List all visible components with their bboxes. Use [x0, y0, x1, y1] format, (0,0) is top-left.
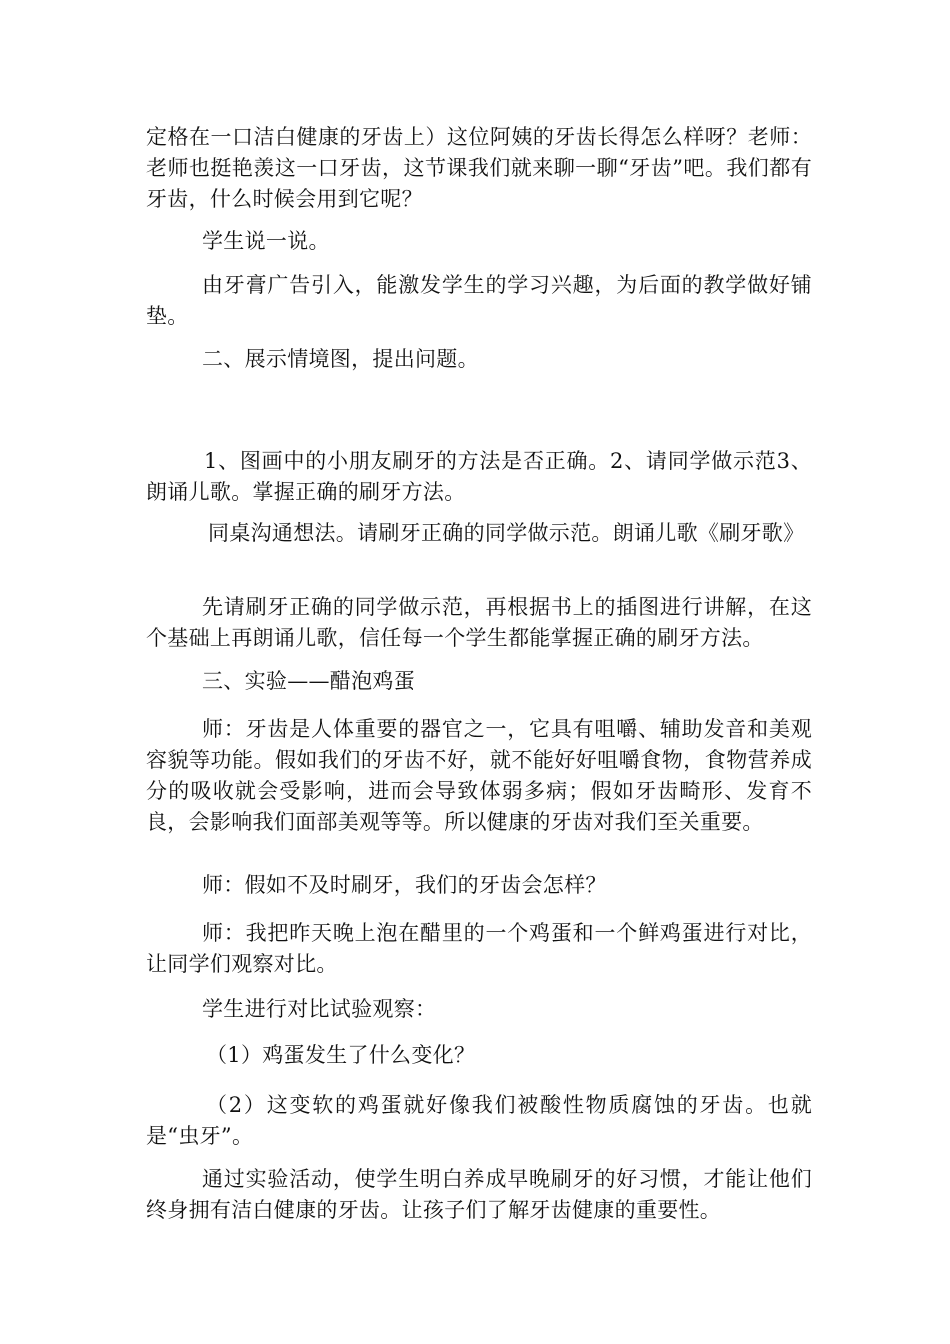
paragraph-egg-comparison: 师：我把昨天晚上泡在醋里的一个鸡蛋和一个鲜鸡蛋进行对比，让同学们观察对比。 [146, 921, 812, 976]
paragraph-intro-dialogue: 定格在一口洁白健康的牙齿上）这位阿姨的牙齿长得怎么样呀？老师：老师也挺艳羡这一口牙齿，这节课我们就来聊一聊“牙齿”吧。我们都有牙齿，什么时候会用到它呢？ [146, 125, 812, 211]
paragraph-toothpaste-ad-note: 由牙膏广告引入，能激发学生的学习兴趣，为后面的教学做好铺垫。 [146, 273, 812, 328]
section-heading-2: 二、展示情境图，提出问题。 [202, 347, 479, 371]
paragraph-teeth-importance: 师：牙齿是人体重要的器官之一，它具有咀嚼、辅助发音和美观容貌等功能。假如我们的牙齿不好，就不能好好咀嚼食物，食物营养成分的吸收就会受影响，进而会导致体弱多病；假如牙齿畸形、发育不良，会影响我们面部美观等等。所以健康的牙齿对我们至关重要。 [146, 717, 812, 834]
paragraph-teacher-question: 师：假如不及时刷牙，我们的牙齿会怎样？ [202, 873, 607, 897]
paragraph-experiment-summary: 通过实验活动，使学生明白养成早晚刷牙的好习惯，才能让他们终身拥有洁白健康的牙齿。让孩子们了解牙齿健康的重要性。 [146, 1167, 812, 1222]
section-heading-3: 三、实验——醋泡鸡蛋 [202, 669, 415, 693]
paragraph-question-2: （2）这变软的鸡蛋就好像我们被酸性物质腐蚀的牙齿。也就是“虫牙”。 [146, 1093, 812, 1148]
paragraph-question-1: （1）鸡蛋发生了什么变化？ [206, 1043, 476, 1067]
paragraph-questions-list: 1、图画中的小朋友刷牙的方法是否正确。2、请同学做示范3、朗诵儿歌。掌握正确的刷牙方法。 [146, 449, 812, 504]
paragraph-desk-mate-discussion: 同桌沟通想法。请刷牙正确的同学做示范。朗诵儿歌《刷牙歌》 [208, 521, 805, 545]
paragraph-demonstration-note: 先请刷牙正确的同学做示范，再根据书上的插图进行讲解，在这个基础上再朗诵儿歌，信任每一个学生都能掌握正确的刷牙方法。 [146, 595, 812, 650]
paragraph-students-speak: 学生说一说。 [202, 229, 330, 253]
paragraph-student-observation: 学生进行对比试验观察： [202, 997, 437, 1021]
